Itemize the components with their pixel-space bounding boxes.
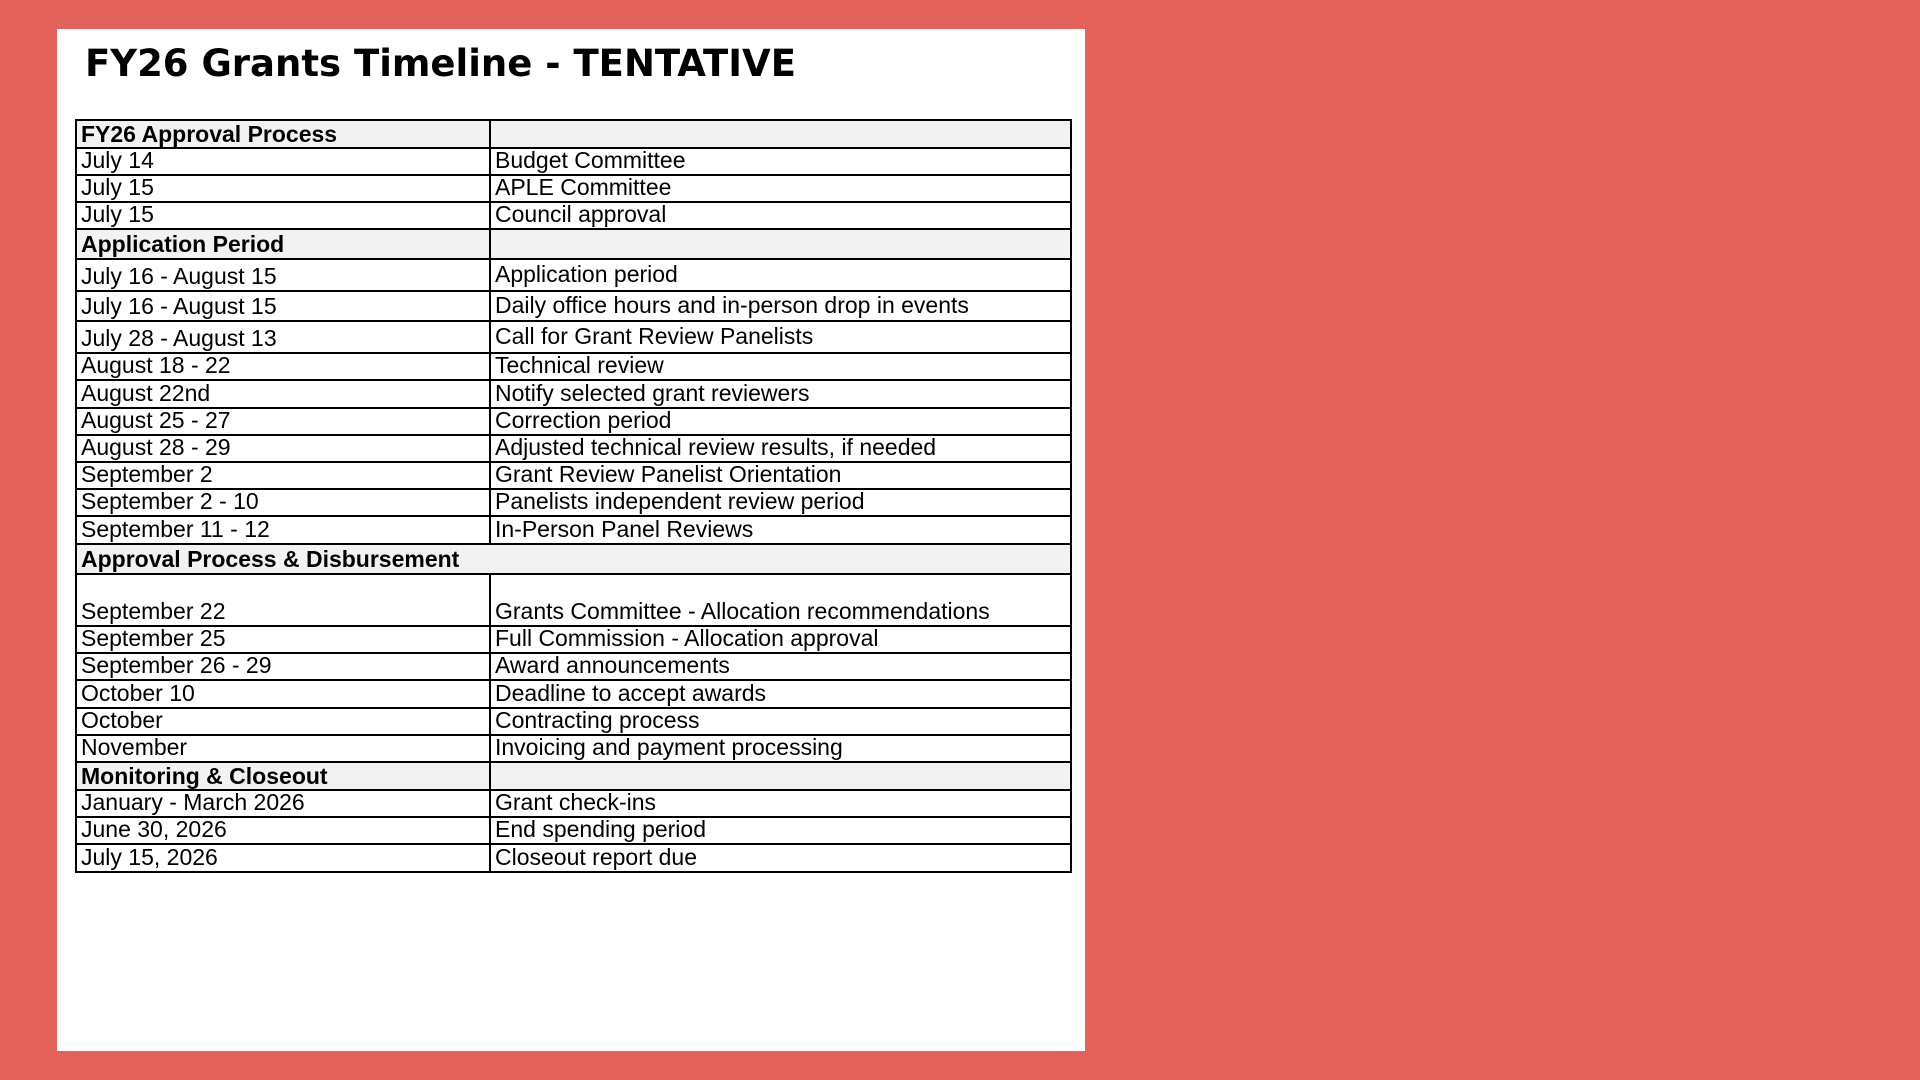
table-row — [76, 408, 1071, 435]
event-cell: In-Person Panel Reviews — [490, 516, 1071, 544]
date-cell: July 16 - August 15 — [76, 291, 490, 321]
event-cell: Budget Committee — [490, 148, 1071, 175]
date-cell: July 16 - August 15 — [76, 259, 490, 291]
event-cell: APLE Committee — [490, 175, 1071, 202]
section-row — [76, 229, 1071, 259]
table-row — [76, 708, 1071, 735]
table-row — [76, 680, 1071, 708]
section-label: Approval Process & Disbursement — [76, 544, 1071, 574]
event-cell: Daily office hours and in-person drop in events — [490, 291, 1071, 321]
event-cell: End spending period — [490, 817, 1071, 844]
date-cell: August 18 - 22 — [76, 353, 490, 380]
table-row — [76, 435, 1071, 462]
table-row — [76, 148, 1071, 175]
date-cell: September 11 - 12 — [76, 516, 490, 544]
event-cell: Grants Committee - Allocation recommendations — [490, 574, 1071, 626]
event-cell: Correction period — [490, 408, 1071, 435]
table-row — [76, 735, 1071, 762]
section-label: Application Period — [76, 229, 490, 259]
table-row — [76, 175, 1071, 202]
table-row — [76, 790, 1071, 817]
section-row — [76, 544, 1071, 574]
event-cell: Grant check-ins — [490, 790, 1071, 817]
event-cell: Award announcements — [490, 653, 1071, 680]
date-cell: September 26 - 29 — [76, 653, 490, 680]
section-label: Monitoring & Closeout — [76, 762, 490, 790]
table-row — [76, 626, 1071, 653]
section-blank-cell — [490, 229, 1071, 259]
event-cell: Panelists independent review period — [490, 489, 1071, 516]
table-row — [76, 489, 1071, 516]
table-row — [76, 380, 1071, 408]
event-cell: Deadline to accept awards — [490, 680, 1071, 708]
timeline-table — [75, 119, 1072, 873]
date-cell: September 25 — [76, 626, 490, 653]
date-cell: July 15 — [76, 202, 490, 229]
event-cell: Call for Grant Review Panelists — [490, 321, 1071, 353]
date-cell: September 2 — [76, 462, 490, 489]
event-cell: Adjusted technical review results, if needed — [490, 435, 1071, 462]
event-cell: Grant Review Panelist Orientation — [490, 462, 1071, 489]
event-cell: Technical review — [490, 353, 1071, 380]
event-cell: Closeout report due — [490, 844, 1071, 872]
section-blank-cell — [490, 762, 1071, 790]
event-cell: Full Commission - Allocation approval — [490, 626, 1071, 653]
table-row — [76, 817, 1071, 844]
date-cell: November — [76, 735, 490, 762]
table-row — [76, 291, 1071, 321]
event-cell: Council approval — [490, 202, 1071, 229]
section-blank-cell — [490, 120, 1071, 148]
section-label: FY26 Approval Process — [76, 120, 490, 148]
document-page — [57, 29, 1085, 1051]
date-cell: August 25 - 27 — [76, 408, 490, 435]
timeline-table-body — [76, 120, 1071, 872]
date-cell: October 10 — [76, 680, 490, 708]
date-cell: September 22 — [76, 574, 490, 626]
date-cell: June 30, 2026 — [76, 817, 490, 844]
section-row — [76, 120, 1071, 148]
table-row — [76, 321, 1071, 353]
event-cell: Contracting process — [490, 708, 1071, 735]
date-cell: September 2 - 10 — [76, 489, 490, 516]
event-cell: Application period — [490, 259, 1071, 291]
table-row — [76, 653, 1071, 680]
date-cell: October — [76, 708, 490, 735]
date-cell: August 22nd — [76, 380, 490, 408]
event-cell: Notify selected grant reviewers — [490, 380, 1071, 408]
table-row — [76, 574, 1071, 626]
date-cell: August 28 - 29 — [76, 435, 490, 462]
table-row — [76, 353, 1071, 380]
date-cell: July 15, 2026 — [76, 844, 490, 872]
date-cell: July 15 — [76, 175, 490, 202]
table-row — [76, 202, 1071, 229]
document-title: FY26 Grants Timeline - TENTATIVE — [85, 42, 796, 85]
table-row — [76, 516, 1071, 544]
date-cell: July 28 - August 13 — [76, 321, 490, 353]
date-cell: January - March 2026 — [76, 790, 490, 817]
section-row — [76, 762, 1071, 790]
table-row — [76, 259, 1071, 291]
date-cell: July 14 — [76, 148, 490, 175]
event-cell: Invoicing and payment processing — [490, 735, 1071, 762]
table-row — [76, 462, 1071, 489]
table-row — [76, 844, 1071, 872]
